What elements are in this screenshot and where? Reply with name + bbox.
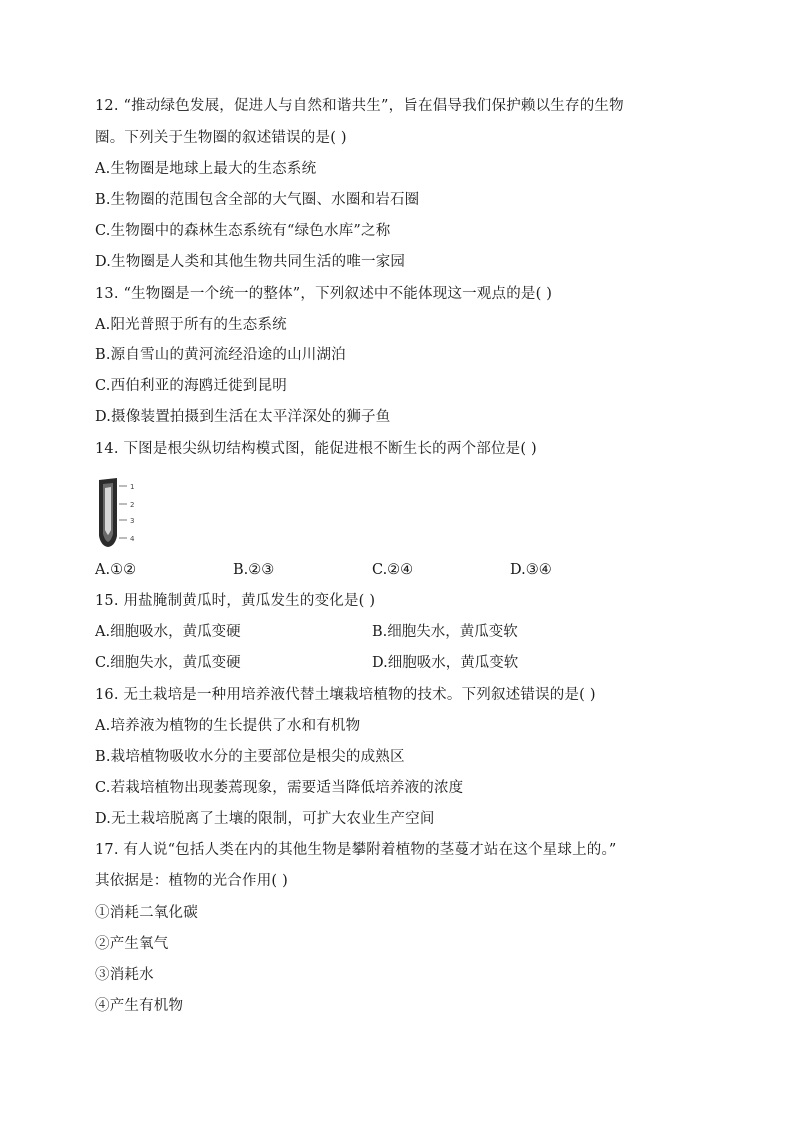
q14-stem: 14. 下图是根尖纵切结构模式图，能促进根不断生长的两个部位是( ) <box>95 441 537 457</box>
label-1: 1 <box>130 483 135 491</box>
q12-stem-line1: 12. “推动绿色发展，促进人与自然和谐共生”，旨在倡导我们保护赖以生存的生物 <box>95 98 624 114</box>
q15-option-b: B.细胞失水，黄瓜变软 <box>372 624 518 640</box>
root-tip-core <box>105 487 111 535</box>
q13-stem: 13. “生物圈是一个统一的整体”，下列叙述中不能体现这一观点的是( ) <box>95 286 553 302</box>
q17-stem-line2: 其依据是：植物的光合作用( ) <box>95 873 288 889</box>
q15-stem: 15. 用盐腌制黄瓜时，黄瓜发生的变化是( ) <box>95 593 376 609</box>
q17-stem-line1: 17. 有人说“包括人类在内的其他生物是攀附着植物的茎蔓才站在这个星球上的。” <box>95 842 617 858</box>
q17-item-3: ③消耗水 <box>95 967 154 983</box>
label-4: 4 <box>130 535 135 543</box>
q14-option-c: C.②④ <box>372 562 414 578</box>
q17-item-1: ①消耗二氧化碳 <box>95 905 198 921</box>
root-tip-diagram <box>95 474 143 550</box>
q12-option-d: D.生物圈是人类和其他生物共同生活的唯一家园 <box>95 254 406 270</box>
q15-option-a: A.细胞吸水，黄瓜变硬 <box>95 624 241 640</box>
q15-option-d: D.细胞吸水，黄瓜变软 <box>372 655 519 671</box>
q16-option-a: A.培养液为植物的生长提供了水和有机物 <box>95 718 361 734</box>
q16-option-c: C.若栽培植物出现萎蔫现象，需要适当降低培养液的浓度 <box>95 780 464 796</box>
q12-stem-line2: 圈。下列关于生物圈的叙述错误的是( ) <box>95 130 347 146</box>
label-3: 3 <box>130 517 135 525</box>
q15-option-c: C.细胞失水，黄瓜变硬 <box>95 655 241 671</box>
q14-option-a: A.①② <box>95 562 137 578</box>
q13-option-a: A.阳光普照于所有的生态系统 <box>95 317 287 333</box>
label-2: 2 <box>130 501 135 509</box>
q13-option-d: D.摄像装置拍摄到生活在太平洋深处的狮子鱼 <box>95 409 391 425</box>
q13-option-c: C.西伯利亚的海鸥迁徙到昆明 <box>95 378 287 394</box>
q14-option-d: D.③④ <box>510 562 552 578</box>
q17-item-4: ④产生有机物 <box>95 998 184 1014</box>
q12-option-b: B.生物圈的范围包含全部的大气圈、水圈和岩石圈 <box>95 192 420 208</box>
q13-option-b: B.源自雪山的黄河流经沿途的山川湖泊 <box>95 347 346 363</box>
q12-option-c: C.生物圈中的森林生态系统有“绿色水库”之称 <box>95 223 391 239</box>
q12-option-a: A.生物圈是地球上最大的生态系统 <box>95 161 317 177</box>
q17-item-2: ②产生氧气 <box>95 936 169 952</box>
q16-option-d: D.无土栽培脱离了土壤的限制，可扩大农业生产空间 <box>95 811 435 827</box>
q16-option-b: B.栽培植物吸收水分的主要部位是根尖的成熟区 <box>95 749 405 765</box>
q14-option-b: B.②③ <box>233 562 275 578</box>
q16-stem: 16. 无土栽培是一种用培养液代替土壤栽培植物的技术。下列叙述错误的是( ) <box>95 687 596 703</box>
